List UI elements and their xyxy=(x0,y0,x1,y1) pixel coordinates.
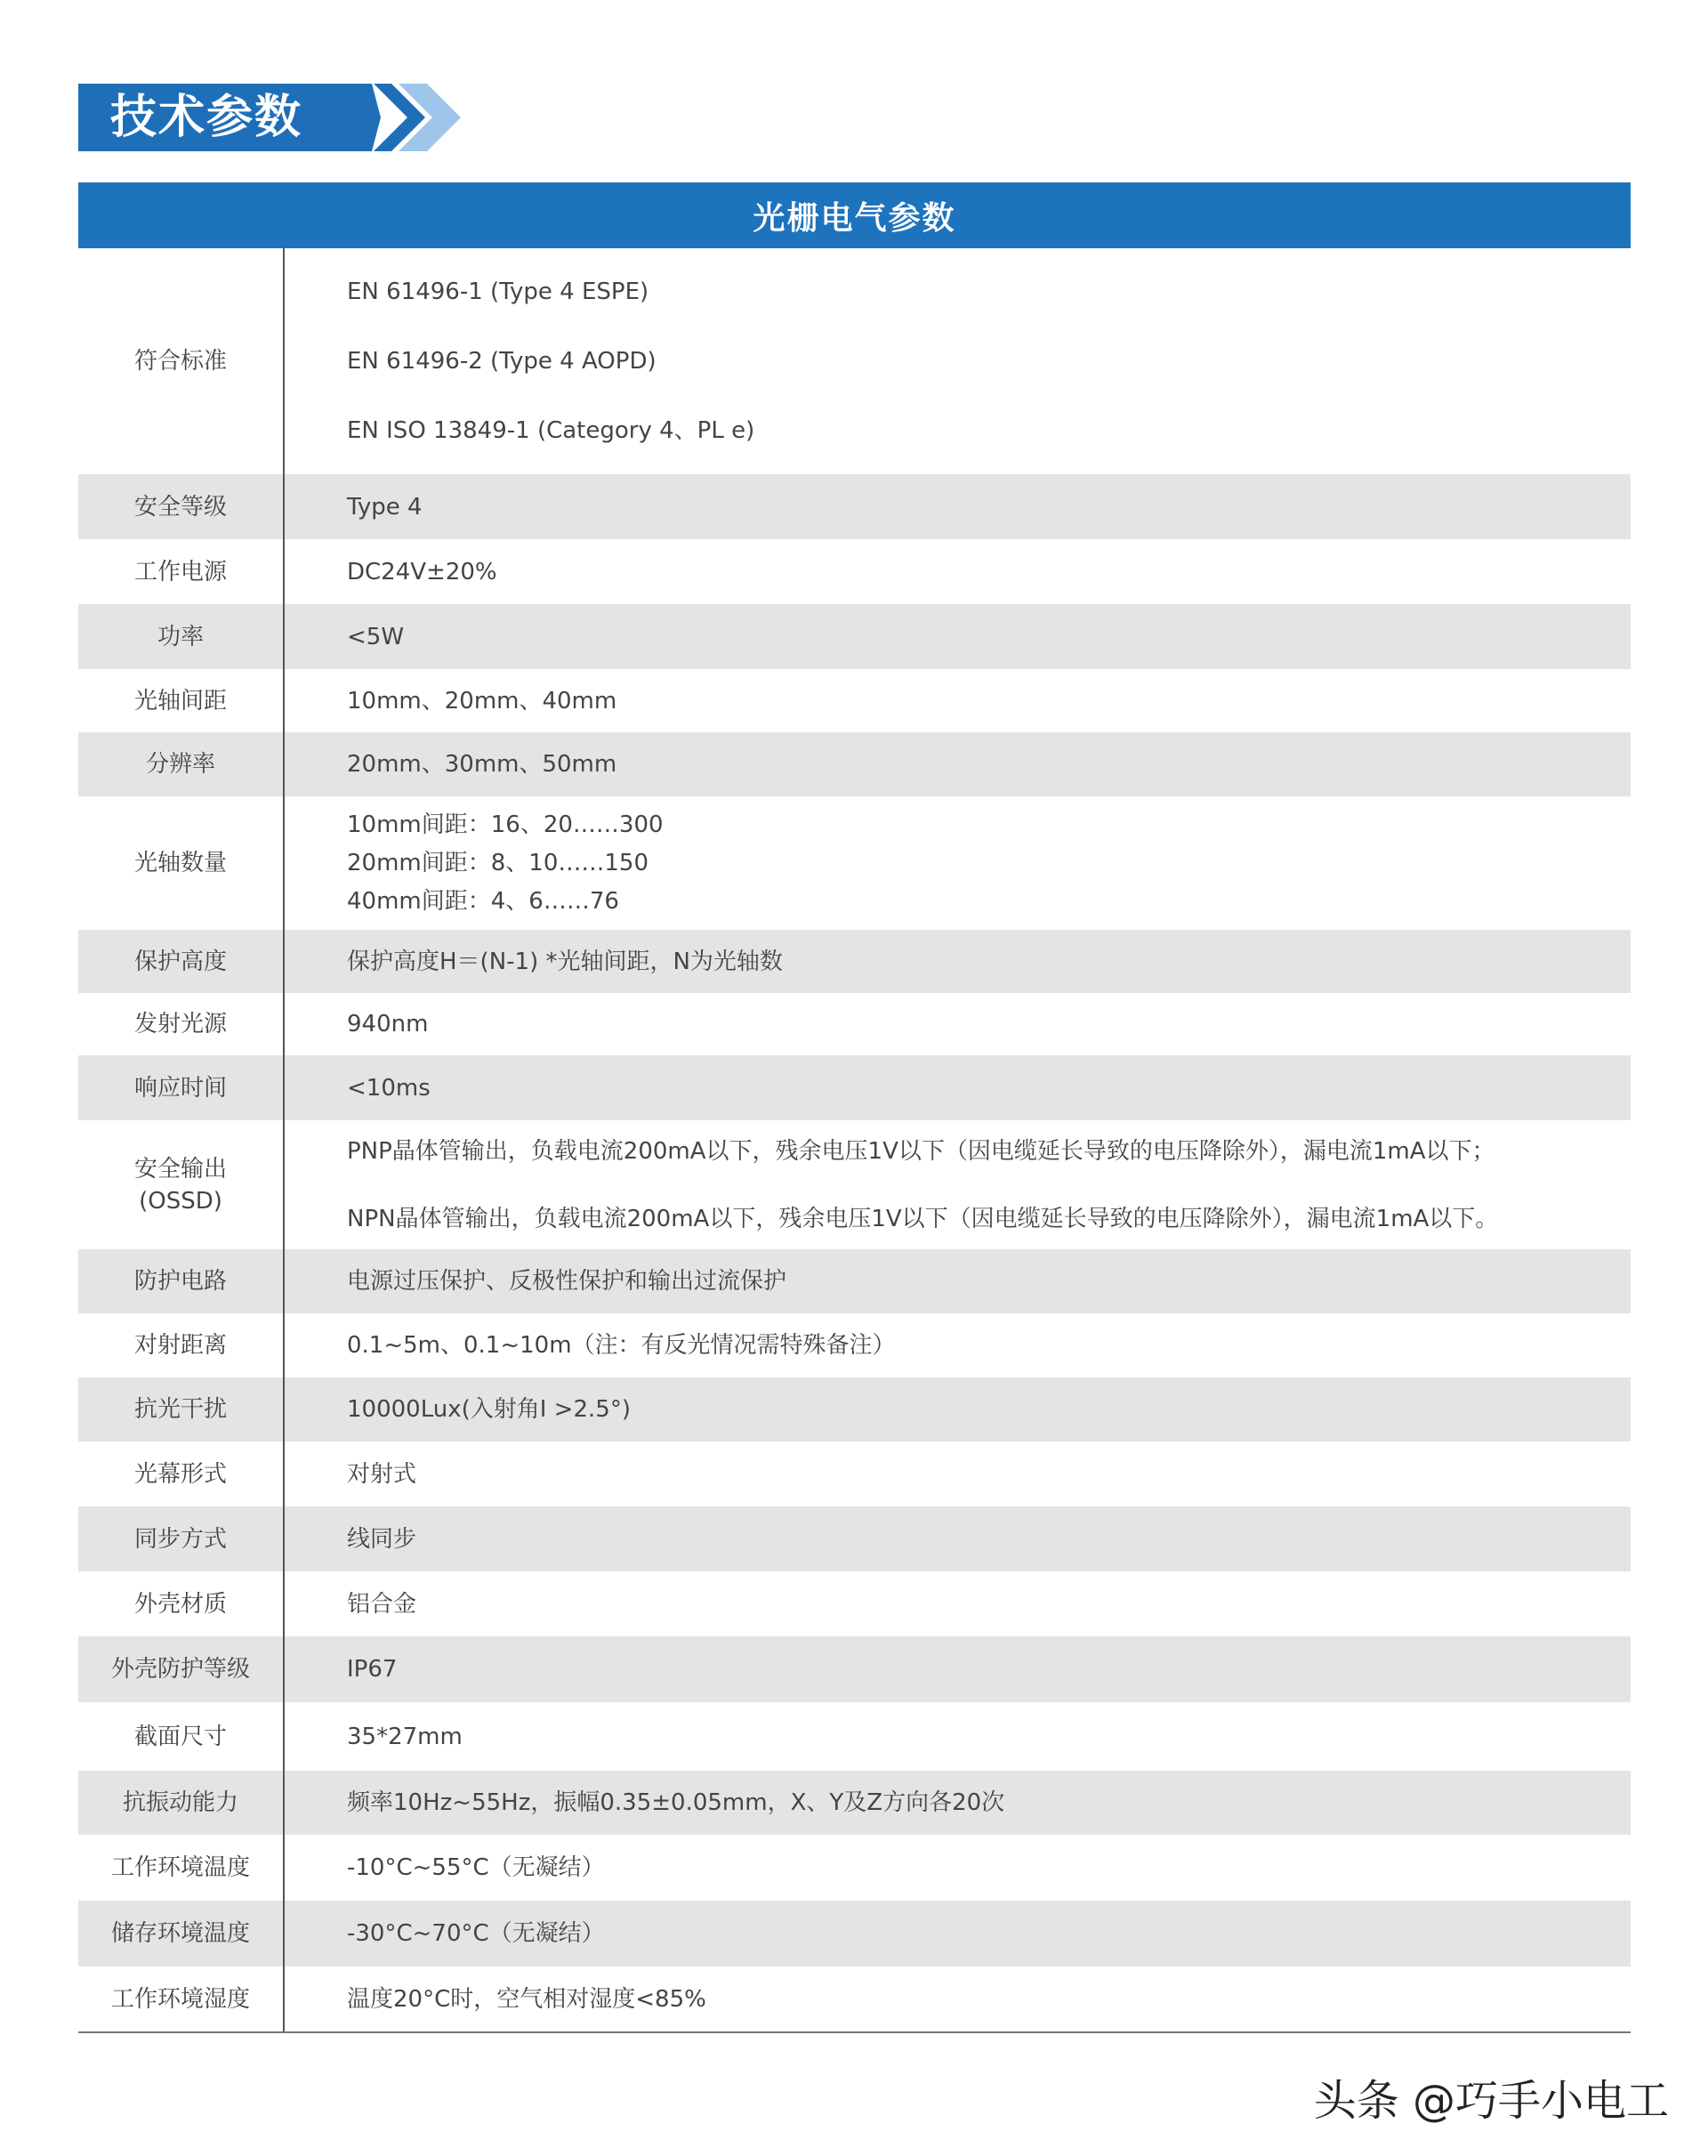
table-row xyxy=(78,1835,1631,1901)
table-row xyxy=(78,1571,1631,1636)
row-label xyxy=(78,1771,285,1835)
table-body xyxy=(78,248,1631,2031)
section-title: 技术参数 xyxy=(110,91,303,144)
row-value-line: EN ISO 13849-1 (Category 4、PL e) xyxy=(347,417,755,444)
table-row xyxy=(78,796,1631,930)
row-value xyxy=(285,604,1631,669)
row-value-line: 20mm间距：8、10……150 xyxy=(347,850,649,876)
row-label-text: 抗光干扰 xyxy=(133,1396,227,1423)
table-row xyxy=(78,1702,1631,1771)
row-label-text: 响应时间 xyxy=(133,1074,227,1102)
row-value-line: 温度20°C时，空气相对湿度<85% xyxy=(347,1985,706,2013)
row-value xyxy=(285,1571,1631,1636)
row-label-text: 抗振动能力 xyxy=(122,1789,238,1816)
row-label xyxy=(78,1313,285,1377)
table-bottom-rule xyxy=(78,2031,1631,2033)
row-label-text: 工作电源 xyxy=(133,558,227,585)
row-value xyxy=(285,1901,1631,1966)
row-label-text: 外壳材质 xyxy=(133,1590,227,1618)
row-label xyxy=(78,248,285,474)
row-value-line: <10ms xyxy=(347,1074,431,1102)
row-value xyxy=(285,1377,1631,1441)
table-row xyxy=(78,1771,1631,1835)
row-label xyxy=(78,930,285,993)
row-label-text: 同步方式 xyxy=(133,1525,227,1553)
row-value-line: PNP晶体管输出，负载电流200mA以下，残余电压1V以下（因电缆延长导致的电压降除外），漏电流1mA以下； xyxy=(347,1137,1495,1165)
row-value xyxy=(285,248,1631,474)
row-value-line: EN 61496-2 (Type 4 AOPD) xyxy=(347,348,657,375)
row-value-line: 40mm间距：4、6……76 xyxy=(347,888,619,915)
row-label xyxy=(78,1966,285,2031)
row-value xyxy=(285,930,1631,993)
table-row xyxy=(78,248,1631,474)
row-label-text: 工作环境温度 xyxy=(110,1854,250,1881)
table-row xyxy=(78,604,1631,669)
row-label xyxy=(78,669,285,732)
row-label-text: 光轴间距 xyxy=(133,687,227,715)
row-value xyxy=(285,1771,1631,1835)
table-row xyxy=(78,732,1631,796)
row-label xyxy=(78,1055,285,1120)
row-value-line: 电源过压保护、反极性保护和输出过流保护 xyxy=(347,1268,787,1295)
row-value-line: EN 61496-1 (Type 4 ESPE) xyxy=(347,279,649,305)
row-label-text: 防护电路 xyxy=(133,1268,227,1295)
row-label xyxy=(78,796,285,930)
row-label-text: 保护高度 xyxy=(133,948,227,975)
row-value xyxy=(285,1966,1631,2031)
row-label xyxy=(78,1377,285,1441)
row-value xyxy=(285,669,1631,732)
row-value xyxy=(285,474,1631,539)
table-row xyxy=(78,669,1631,732)
table-row xyxy=(78,1901,1631,1966)
row-value xyxy=(285,1055,1631,1120)
table-row xyxy=(78,539,1631,604)
row-value xyxy=(285,1702,1631,1771)
row-value-line: 频率10Hz~55Hz，振幅0.35±0.05mm，X、Y及Z方向各20次 xyxy=(347,1789,1005,1816)
row-value xyxy=(285,796,1631,930)
row-label-text: 对射距离 xyxy=(133,1332,227,1359)
row-label-text: 光幕形式 xyxy=(133,1460,227,1488)
row-label-text: 符合标准 xyxy=(133,348,227,375)
table-row xyxy=(78,1055,1631,1120)
watermark: 头条 @巧手小电工 xyxy=(1313,2076,1669,2126)
table-row xyxy=(78,1313,1631,1377)
table-row xyxy=(78,1636,1631,1702)
row-value xyxy=(285,1835,1631,1901)
row-value-line: DC24V±20% xyxy=(347,558,497,585)
row-value-line: IP67 xyxy=(347,1656,398,1683)
row-label xyxy=(78,1835,285,1901)
row-value-line: 线同步 xyxy=(347,1525,417,1553)
row-label xyxy=(78,1571,285,1636)
row-value xyxy=(285,1506,1631,1571)
row-label-text: 发射光源 xyxy=(133,1011,227,1038)
chevron-right-icon xyxy=(78,84,461,151)
row-label xyxy=(78,474,285,539)
row-label xyxy=(78,539,285,604)
row-value-line: <5W xyxy=(347,623,405,650)
row-label-text: 功率 xyxy=(157,623,204,650)
row-value xyxy=(285,539,1631,604)
row-value-line: 10mm、20mm、40mm xyxy=(347,687,617,715)
spec-table xyxy=(78,182,1631,2033)
row-label-text: 外壳防护等级 xyxy=(110,1656,250,1683)
row-label-text: 光轴数量 xyxy=(133,850,227,876)
row-label xyxy=(78,1506,285,1571)
row-label xyxy=(78,1249,285,1313)
row-value-line: 940nm xyxy=(347,1011,429,1038)
row-value xyxy=(285,732,1631,796)
table-row xyxy=(78,474,1631,539)
row-label xyxy=(78,993,285,1055)
row-label xyxy=(78,1441,285,1506)
row-label xyxy=(78,1901,285,1966)
row-label-text: 工作环境湿度 xyxy=(110,1985,250,2013)
row-label xyxy=(78,1636,285,1702)
section-banner xyxy=(78,84,461,151)
table-row xyxy=(78,1249,1631,1313)
table-row xyxy=(78,930,1631,993)
row-label xyxy=(78,604,285,669)
table-title: 光栅电气参数 xyxy=(78,182,1631,248)
row-value-line: 保护高度H＝(N-1) *光轴间距，N为光轴数 xyxy=(347,948,783,975)
row-label-text: 安全等级 xyxy=(133,493,227,521)
row-label-text: 截面尺寸 xyxy=(133,1723,227,1750)
row-value-line: -30°C~70°C（无凝结） xyxy=(347,1920,605,1947)
table-row xyxy=(78,1966,1631,2031)
row-value-line: 35*27mm xyxy=(347,1723,463,1750)
row-value xyxy=(285,1249,1631,1313)
row-value-line: 10mm间距：16、20……300 xyxy=(347,812,664,838)
table-row xyxy=(78,993,1631,1055)
row-value-line: 10000Lux(入射角I >2.5°) xyxy=(347,1396,631,1423)
row-value-line: 0.1~5m、0.1~10m（注：有反光情况需特殊备注） xyxy=(347,1332,896,1359)
row-value xyxy=(285,993,1631,1055)
row-label xyxy=(78,1120,285,1249)
table-row xyxy=(78,1506,1631,1571)
row-value-line: Type 4 xyxy=(347,493,423,521)
row-label-text: 分辨率 xyxy=(145,751,215,778)
row-value xyxy=(285,1441,1631,1506)
row-label xyxy=(78,1702,285,1771)
row-value xyxy=(285,1313,1631,1377)
row-value-line: 铝合金 xyxy=(347,1590,417,1618)
table-row xyxy=(78,1120,1631,1249)
row-label-text: 储存环境温度 xyxy=(110,1920,250,1947)
row-value-line: NPN晶体管输出，负载电流200mA以下，残余电压1V以下（因电缆延长导致的电压降除外），漏电流1mA以下。 xyxy=(347,1205,1499,1232)
row-label-text: (OSSD) xyxy=(139,1187,222,1215)
table-row xyxy=(78,1441,1631,1506)
row-value-line: -10°C~55°C（无凝结） xyxy=(347,1854,605,1881)
table-row xyxy=(78,1377,1631,1441)
row-value xyxy=(285,1120,1631,1249)
row-value xyxy=(285,1636,1631,1702)
row-label-text: 安全输出 xyxy=(133,1155,227,1183)
row-label xyxy=(78,732,285,796)
row-value-line: 对射式 xyxy=(347,1460,417,1488)
row-value-line: 20mm、30mm、50mm xyxy=(347,751,617,778)
